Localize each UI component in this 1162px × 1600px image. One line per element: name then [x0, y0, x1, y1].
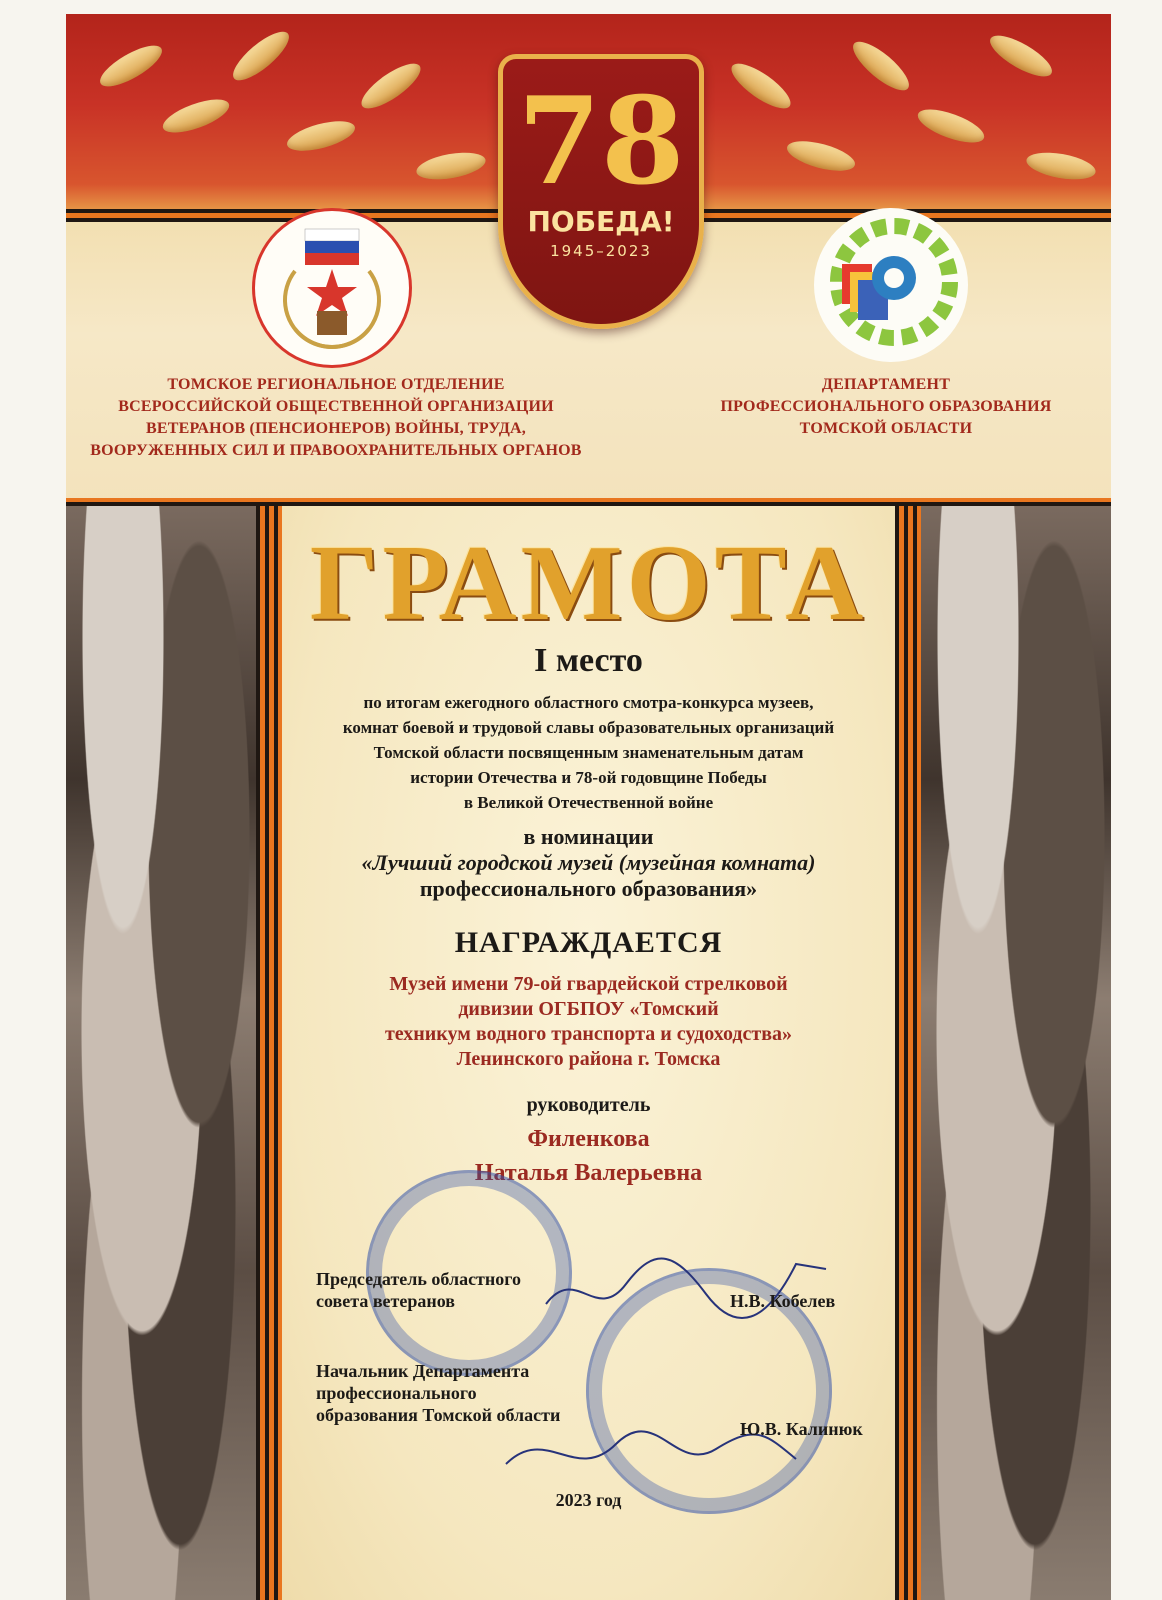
org-left-line: ВСЕРОССИЙСКОЙ ОБЩЕСТВЕННОЙ ОРГАНИЗАЦИИ [118, 398, 554, 415]
leader-surname: Филенкова [527, 1126, 650, 1152]
org-right-line: ПРОФЕССИОНАЛЬНОГО ОБРАЗОВАНИЯ [720, 398, 1052, 415]
st-george-ribbon-right [895, 506, 921, 1600]
signatory-2-name: Ю.В. Калинюк [740, 1419, 863, 1439]
nomination [282, 824, 895, 902]
recipient-line: Ленинского района г. Томска [456, 1048, 721, 1070]
nomination-line: профессионального образования» [419, 876, 758, 901]
signatory-1-position [316, 1268, 616, 1312]
position-line: Председатель областного [316, 1269, 521, 1289]
emblem-years: 1945–2023 [550, 242, 652, 260]
reason-line: Томской области посвященным знаменательным датам [373, 743, 804, 762]
certificate-year: 2023 год [555, 1490, 622, 1510]
st-george-ribbon-left [256, 506, 282, 1600]
emblem-slogan: ПОБЕДА! [527, 205, 675, 238]
recipient-line: техникум водного транспорта и судоходства» [384, 1023, 793, 1045]
war-photo-collage-right [921, 506, 1111, 1600]
position-line: профессионального [316, 1383, 477, 1403]
recipient-line: дивизии ОГБПОУ «Томский [458, 998, 719, 1020]
recipient [282, 972, 895, 1072]
war-photo-collage-left [66, 506, 256, 1600]
org-left-line: ВООРУЖЕННЫХ СИЛ И ПРАВООХРАНИТЕЛЬНЫХ ОРГАНОВ [90, 442, 582, 459]
signatory-1-name: Н.В. Кобелев [730, 1291, 836, 1311]
emblem-number: 78 [517, 71, 685, 212]
position-line: совета ветеранов [316, 1291, 456, 1311]
org-left-line: ВЕТЕРАНОВ (ПЕНСИОНЕРОВ) ВОЙНЫ, ТРУДА, [146, 420, 526, 437]
reason-line: по итогам ежегодного областного смотра-конкурса музеев, [363, 693, 814, 712]
recipient-line: Музей имени 79-ой гвардейской стрелковой [389, 973, 788, 995]
position-line: образования Томской области [316, 1405, 561, 1425]
nomination-line: в номинации [523, 824, 654, 849]
reason-line: в Великой Отечественной войне [463, 793, 714, 812]
reason-line: истории Отечества и 78-ой годовщине Победы [410, 768, 767, 787]
leader-label: руководитель [526, 1094, 651, 1116]
award-reason [282, 690, 895, 815]
org-right-line: ТОМСКОЙ ОБЛАСТИ [799, 420, 973, 437]
nomination-line: «Лучший городской музей (музейная комната) [361, 850, 816, 875]
org-right-line: ДЕПАРТАМЕНТ [821, 376, 951, 393]
reason-line: комнат боевой и трудовой славы образовательных организаций [342, 718, 835, 737]
position-line: Начальник Департамента [316, 1361, 530, 1381]
signatory-2-position [316, 1360, 636, 1426]
place-heading: I место [534, 642, 643, 679]
certificate-title: ГРАМОТА [309, 524, 868, 643]
leader-name: Наталья Валерьевна [474, 1160, 703, 1186]
org-left-line: ТОМСКОЕ РЕГИОНАЛЬНОЕ ОТДЕЛЕНИЕ [167, 376, 505, 393]
awarded-heading: НАГРАЖДАЕТСЯ [454, 926, 723, 959]
